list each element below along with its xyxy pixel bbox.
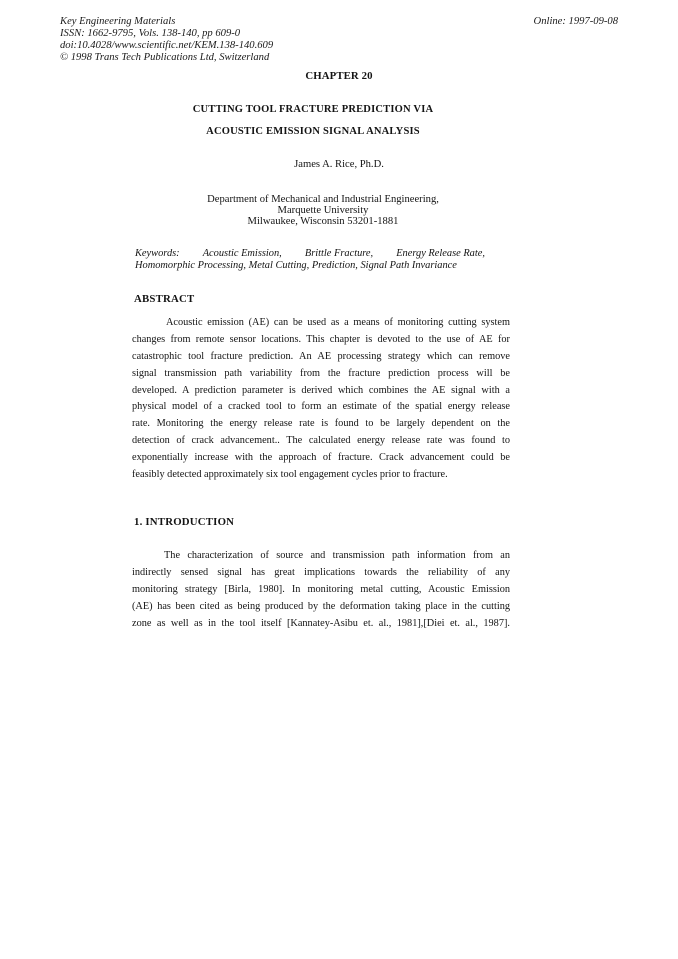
- abstract-line: feasibly detected approximately six tool engagement cycles prior to fracture.: [132, 469, 448, 481]
- abstract-line: rate. Monitoring the energy release rate is found to be largely dependent on the: [132, 418, 510, 430]
- introduction-line: The characterization of source and transmission path information from an: [164, 550, 510, 561]
- abstract-line: catastrophic tool fracture prediction. An AE processing strategy which can remove: [132, 350, 510, 362]
- copyright-line: © 1998 Trans Tech Publications Ltd, Switzerland: [60, 52, 270, 63]
- chapter-label: CHAPTER 20: [305, 70, 373, 82]
- affiliation-university: Marquette University: [277, 205, 369, 216]
- abstract-line: signal transmission path variability from the fracture prediction process will be: [132, 367, 510, 379]
- introduction-line: monitoring strategy [Birla, 1980]. In monitoring metal cutting, Acoustic Emission: [132, 583, 510, 595]
- abstract-line: detection of crack advancement.. The calculated energy release rate was found to: [132, 435, 510, 447]
- keyword: Brittle Fracture,: [304, 248, 374, 259]
- keywords-line-1: [135, 248, 485, 260]
- keywords-label: Keywords:: [135, 248, 180, 259]
- abstract-paragraph: [132, 315, 510, 484]
- introduction-line: zone as well as in the tool itself [Kannatey-Asibu et. al., 1981],[Diei et. al., 1987].: [132, 617, 510, 629]
- online-date: Online: 1997-09-08: [533, 16, 618, 27]
- keyword: Energy Release Rate,: [396, 248, 485, 259]
- introduction-heading: 1. INTRODUCTION: [134, 516, 235, 528]
- doi-line: doi:10.4028/www.scientific.net/KEM.138-140.609: [60, 40, 274, 51]
- author-name: James A. Rice, Ph.D.: [294, 159, 384, 170]
- abstract-line: changes from remote sensor locations. This chapter is devoted to the use of AE for: [132, 333, 510, 345]
- introduction-line: (AE) has been cited as being produced by the deformation taking place in the cutting: [132, 600, 510, 612]
- issn-line: ISSN: 1662-9795, Vols. 138-140, pp 609-0: [60, 28, 241, 39]
- abstract-line: developed. A prediction parameter is derived which combines the AE signal with a: [132, 384, 510, 396]
- affiliation-department: Department of Mechanical and Industrial Engineering,: [207, 194, 439, 205]
- keywords-line-2: Homomorphic Processing, Metal Cutting, Prediction, Signal Path Invariance: [135, 259, 457, 271]
- abstract-line: exponentially increase with the approach of fracture. Crack advancement could be: [132, 452, 510, 464]
- abstract-line: Acoustic emission (AE) can be used as a means of monitoring cutting system: [166, 317, 510, 328]
- journal-name: Key Engineering Materials: [60, 16, 176, 27]
- paper-title-line-2: ACOUSTIC EMISSION SIGNAL ANALYSIS: [206, 126, 420, 137]
- abstract-line: physical model of a cracked tool to form an estimate of the spatial energy release: [132, 401, 510, 413]
- affiliation-location: Milwaukee, Wisconsin 53201-1881: [247, 216, 399, 227]
- paper-title-line-1: CUTTING TOOL FRACTURE PREDICTION VIA: [192, 104, 434, 115]
- keyword: Acoustic Emission,: [202, 248, 282, 259]
- keywords-block: [135, 248, 485, 271]
- introduction-paragraph: [132, 548, 510, 632]
- introduction-line: indirectly sensed signal has great implications towards the reliability of any: [132, 566, 510, 578]
- abstract-heading: ABSTRACT: [134, 293, 195, 305]
